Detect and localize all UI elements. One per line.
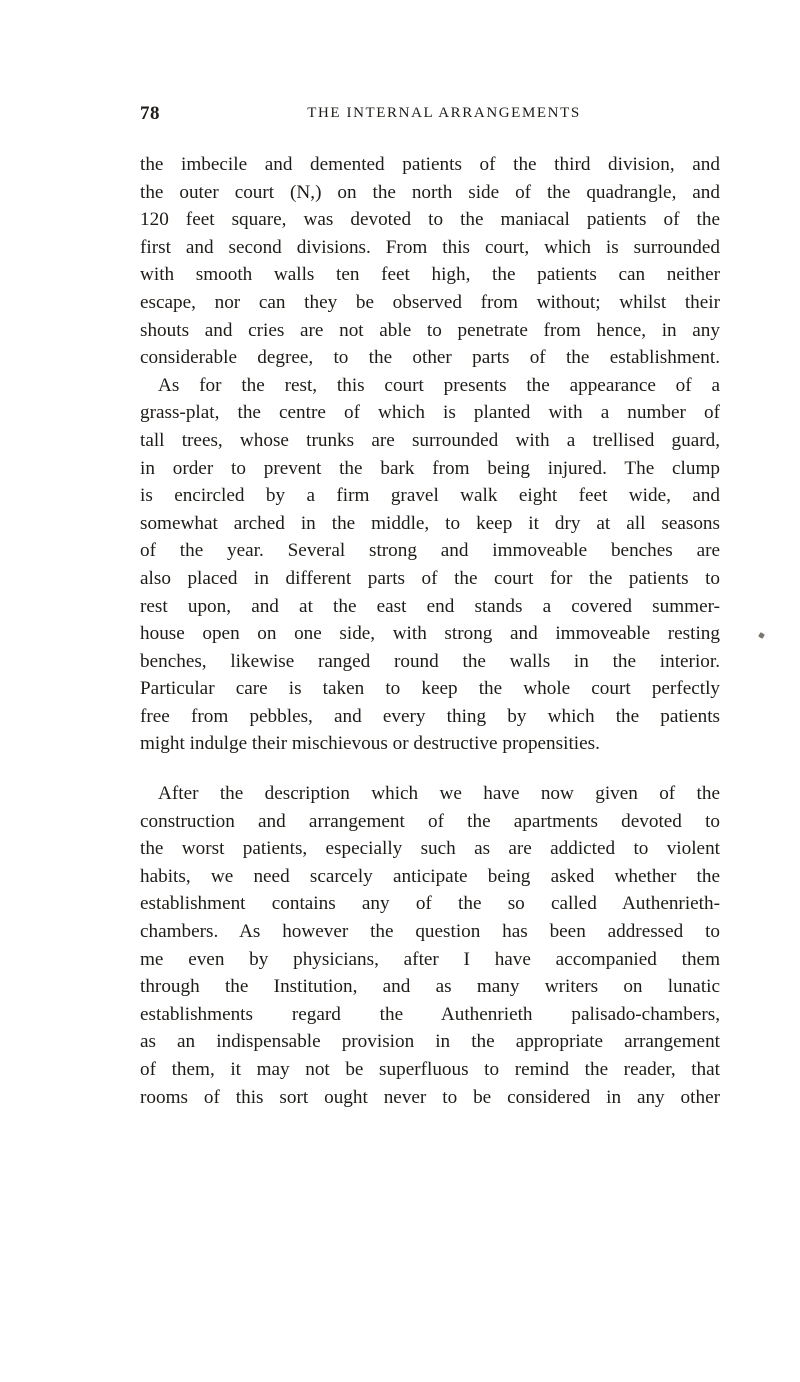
text-line: me even by physicians, after I have accompanied them xyxy=(140,948,720,970)
text-line: construction and arrangement of the apartments devoted to xyxy=(140,810,720,832)
text-line: habits, we need scarcely anticipate being asked whether the xyxy=(140,865,720,887)
text-line: through the Institution, and as many writers on lunatic xyxy=(140,976,720,998)
text-line: After the description which we have now given of the xyxy=(158,783,720,805)
text-line: escape, nor can they be observed from without; whilst their xyxy=(140,291,720,313)
text-line: As for the rest, this court presents the appearance of a xyxy=(158,374,720,396)
text-line: tall trees, whose trunks are surrounded with a trellised guard, xyxy=(140,429,720,451)
text-line: the worst patients, especially such as are addicted to violent xyxy=(140,838,720,860)
text-line: 120 feet square, was devoted to the maniacal patients of the xyxy=(140,209,720,231)
page-number: 78 xyxy=(140,103,160,124)
body-text xyxy=(140,151,720,1111)
text-line: also placed in different parts of the court for the patients to xyxy=(140,567,720,589)
text-line: with smooth walls ten feet high, the patients can neither xyxy=(140,264,720,286)
page-header xyxy=(140,103,720,133)
text-line: the outer court (N,) on the north side of the quadrangle, and xyxy=(140,181,720,203)
text-line: in order to prevent the bark from being injured. The clump xyxy=(140,457,720,479)
running-title: THE INTERNAL ARRANGEMENTS xyxy=(307,105,581,121)
text-line: first and second divisions. From this court, which is surrounded xyxy=(140,236,720,258)
paragraph-2 xyxy=(140,780,720,1111)
text-line: Particular care is taken to keep the whole court perfectly xyxy=(140,678,720,700)
text-line: might indulge their mischievous or destructive propensities. xyxy=(140,733,600,755)
text-line: of the year. Several strong and immoveable benches are xyxy=(140,540,720,562)
text-line: the imbecile and demented patients of the third division, and xyxy=(140,154,720,175)
text-line: rooms of this sort ought never to be considered in any other xyxy=(140,1086,720,1108)
paragraph-gap xyxy=(140,758,720,780)
text-line: benches, likewise ranged round the walls in the interior. xyxy=(140,650,720,672)
text-line: somewhat arched in the middle, to keep it dry at all seasons xyxy=(140,512,720,534)
text-line: considerable degree, to the other parts of the establishment. xyxy=(140,347,720,369)
text-line: is encircled by a firm gravel walk eight feet wide, and xyxy=(140,485,720,507)
text-line: house open on one side, with strong and immoveable resting xyxy=(140,623,720,645)
text-line: grass-plat, the centre of which is planted with a number of xyxy=(140,402,720,424)
margin-speck xyxy=(758,632,765,639)
text-line: rest upon, and at the east end stands a covered summer- xyxy=(140,595,720,617)
text-line: establishment contains any of the so called Authenrieth- xyxy=(140,893,720,915)
text-line: shouts and cries are not able to penetrate from hence, in any xyxy=(140,319,720,341)
text-line: as an indispensable provision in the appropriate arrangement xyxy=(140,1031,720,1053)
text-line: of them, it may not be superfluous to remind the reader, that xyxy=(140,1059,720,1080)
text-line: establishments regard the Authenrieth palisado-chambers, xyxy=(140,1003,720,1025)
text-line: free from pebbles, and every thing by which the patients xyxy=(140,705,720,727)
paragraph-1 xyxy=(140,151,720,758)
text-line: chambers. As however the question has been addressed to xyxy=(140,921,720,943)
